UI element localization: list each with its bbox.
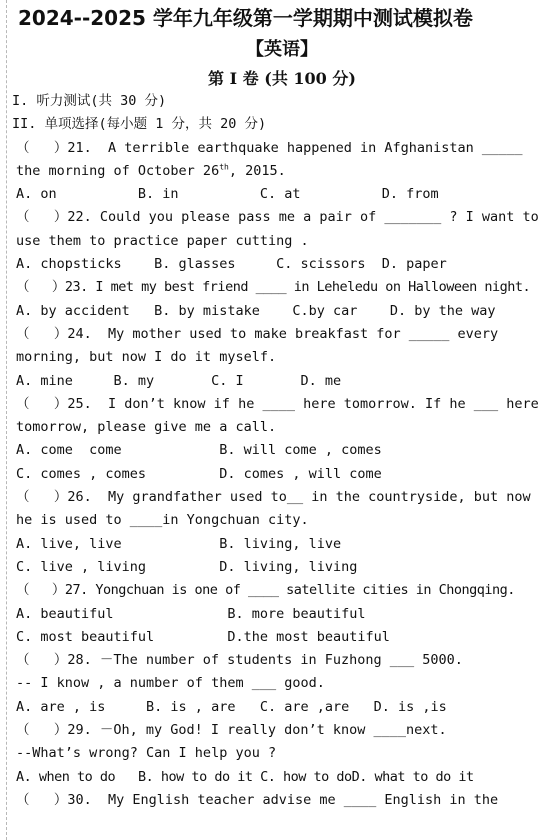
question-21 bbox=[16, 137, 552, 207]
question-stem: （ ）28. －The number of students in Fuzhong ___ 5000. bbox=[16, 652, 463, 669]
continuation-text: , 2015. bbox=[228, 162, 286, 179]
question-stem: （ ）22. Could you please pass me a pair of _______ ? I want to bbox=[16, 209, 539, 226]
question-26 bbox=[16, 486, 552, 579]
exam-title: 2024--2025 学年九年级第一学期期中测试模拟卷 bbox=[18, 6, 473, 30]
question-continuation: morning, but now I do it myself. bbox=[16, 349, 277, 366]
question-continuation: tomorrow, please give me a call. bbox=[16, 419, 277, 436]
question-24 bbox=[16, 323, 552, 393]
volume-heading: 第 I 卷 (共 100 分) bbox=[208, 69, 356, 88]
question-continuation: --What’s wrong? Can I help you ? bbox=[16, 745, 277, 762]
answer-options: C. live , living D. living, living bbox=[16, 558, 358, 575]
section-single-choice: II. 单项选择(每小题 1 分，共 20 分) bbox=[12, 116, 267, 133]
question-stem: （ ）24. My mother used to make breakfast for _____ every bbox=[16, 325, 499, 342]
question-continuation: he is used to ____in Yongchuan city. bbox=[16, 512, 309, 529]
answer-options: A. mine B. my C. I D. me bbox=[16, 372, 342, 389]
question-continuation: -- I know , a number of them ___ good. bbox=[16, 675, 325, 692]
question-continuation: use them to practice paper cutting . bbox=[16, 232, 309, 249]
question-stem: （ ）29. －Oh, my God! I really don’t know ____next. bbox=[16, 722, 447, 739]
question-stem: （ ）21. A terrible earthquake happened in Afghanistan _____ bbox=[16, 139, 523, 156]
answer-options: C. comes , comes D. comes , will come bbox=[16, 465, 382, 482]
ordinal-superscript: th bbox=[219, 162, 229, 172]
question-stem: （ ）25. I don’t know if he ____ here tomorrow. If he ___ here bbox=[16, 395, 539, 412]
question-continuation bbox=[16, 160, 552, 183]
question-stem: （ ）27. Yongchuan is one of ____ satellite cities in Chongqing. bbox=[16, 582, 515, 599]
binding-margin-line bbox=[0, 0, 7, 840]
subject-heading: 【英语】 bbox=[246, 39, 318, 60]
question-29 bbox=[16, 719, 552, 789]
answer-options: A. are , is B. is , are C. are ,are D. is ,is bbox=[16, 698, 447, 715]
answer-options: C. most beautiful D.the most beautiful bbox=[16, 628, 390, 645]
question-22 bbox=[16, 206, 552, 276]
question-27 bbox=[16, 579, 552, 649]
question-23 bbox=[16, 276, 552, 323]
answer-options: A. beautiful B. more beautiful bbox=[16, 605, 366, 622]
answer-options: A. chopsticks B. glasses C. scissors D. paper bbox=[16, 256, 447, 273]
question-25 bbox=[16, 393, 552, 486]
exam-page bbox=[12, 4, 552, 812]
question-stem: （ ）26. My grandfather used to__ in the countryside, but now bbox=[16, 489, 531, 506]
answer-options: A. when to do B. how to do it C. how to doD. what to do it bbox=[16, 768, 474, 785]
question-30 bbox=[16, 789, 552, 812]
answer-options: A. on B. in C. at D. from bbox=[16, 186, 439, 203]
question-28 bbox=[16, 649, 552, 719]
answer-options: A. by accident B. by mistake C.by car D. by the way bbox=[16, 302, 496, 319]
answer-options: A. come come B. will come , comes bbox=[16, 442, 382, 459]
section-listening: I. 听力测试(共 30 分) bbox=[12, 93, 167, 109]
answer-options: A. live, live B. living, live bbox=[16, 535, 342, 552]
continuation-text: the morning of October 26 bbox=[16, 162, 220, 179]
question-stem: （ ）30. My English teacher advise me ____ English in the bbox=[16, 791, 499, 808]
question-stem: （ ）23. I met my best friend ____ in Leheledu on Halloween night. bbox=[16, 279, 531, 296]
